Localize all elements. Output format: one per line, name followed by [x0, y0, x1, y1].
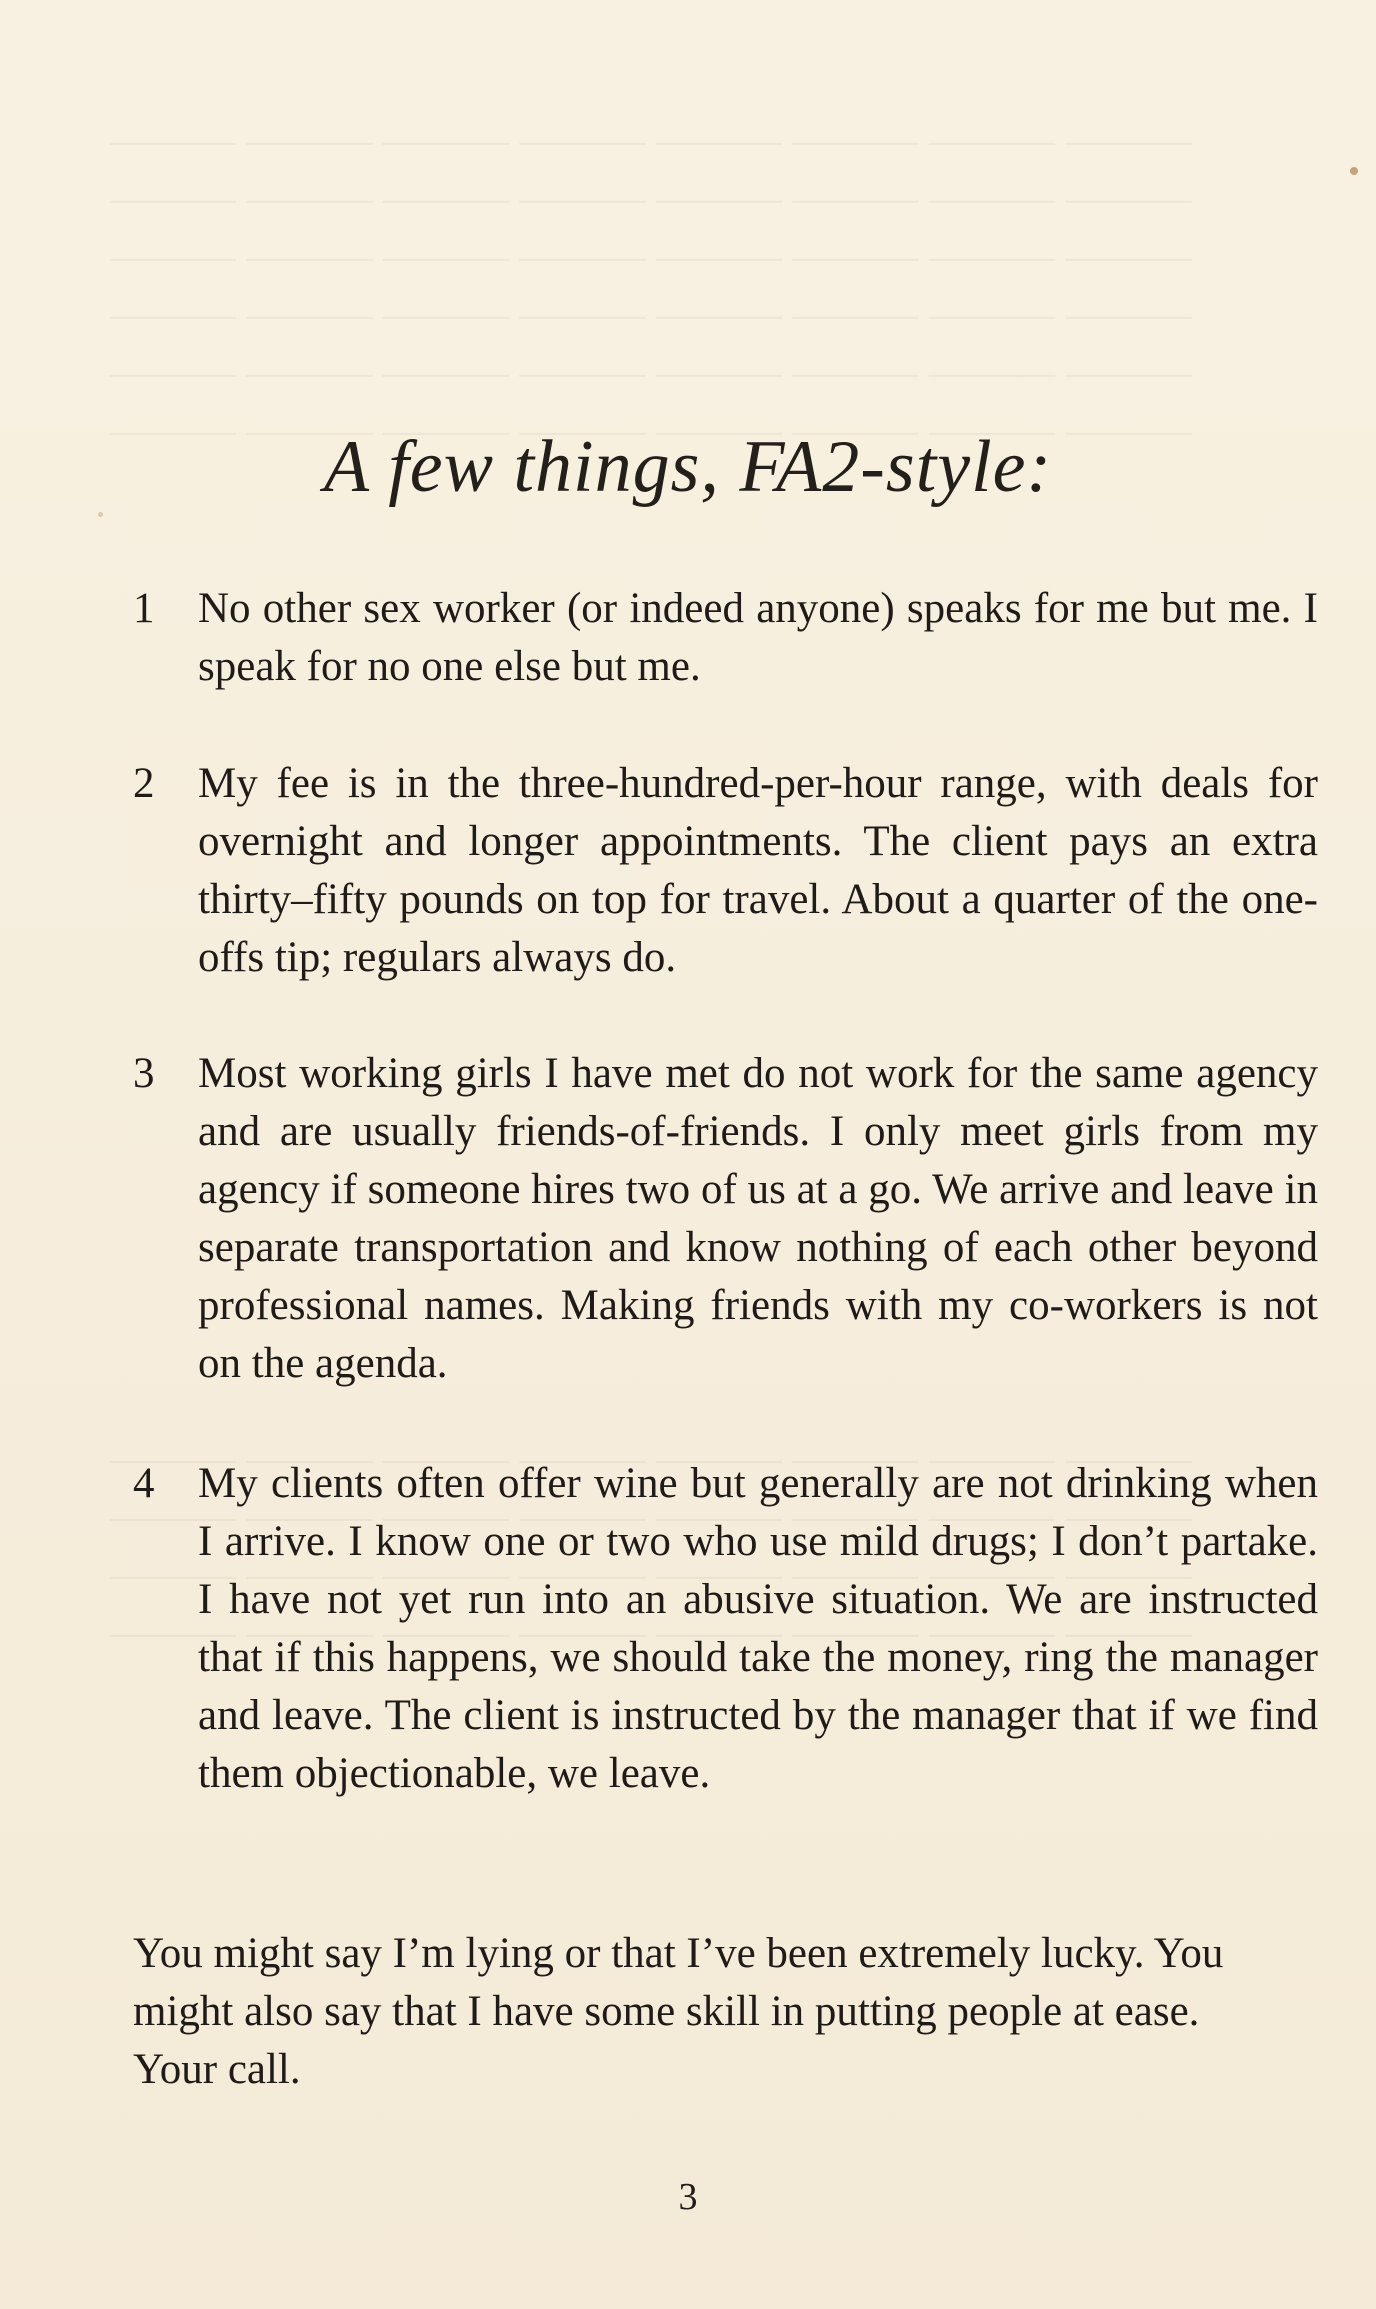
- closing-paragraph: You might say I’m lying or that I’ve been extremely lucky. You might also say that I have some skill in putting people at ease. Your call.: [133, 1930, 1224, 2093]
- page-number: 3: [678, 2176, 698, 2218]
- list-item-number: 2: [133, 760, 155, 807]
- page-heading: A few things, FA2-style:: [323, 426, 1053, 508]
- list-item-text: My clients often offer wine but generally are not drinking when I arrive. I know one or two who use mild drugs; I don’t partake. I have not yet run into an abusive situation. We are instructed that if this happens, we should take the money, ring the manager and leave. The client is instructed by the manager that if we find them objectionable, we leave.: [198, 1460, 1318, 1797]
- list-item: [133, 755, 1318, 987]
- paper-speck: [1350, 167, 1358, 175]
- list-item-number: 1: [133, 585, 155, 632]
- paper-speck: [98, 512, 103, 517]
- list-item: [133, 1045, 1318, 1393]
- list-item: [133, 1455, 1318, 1803]
- list-item-text: No other sex worker (or indeed anyone) speaks for me but me. I speak for no one else but me.: [198, 585, 1318, 690]
- list-item-number: 4: [133, 1460, 155, 1507]
- list-item-text: My fee is in the three-hundred-per-hour range, with deals for overnight and longer appointments. The client pays an extra thirty–fifty pounds on top for travel. About a quarter of the one-offs tip; regulars always do.: [198, 760, 1318, 981]
- bleed-through-text-top: [110, 112, 1296, 460]
- list-item-number: 3: [133, 1050, 155, 1097]
- list-item: [133, 580, 1318, 696]
- list-item-text: Most working girls I have met do not work for the same agency and are usually friends-of-friends. I only meet girls from my agency if someone hires two of us at a go. We arrive and leave in separate transportation and know nothing of each other beyond professional names. Making friends with my co-workers is not on the agenda.: [198, 1050, 1318, 1387]
